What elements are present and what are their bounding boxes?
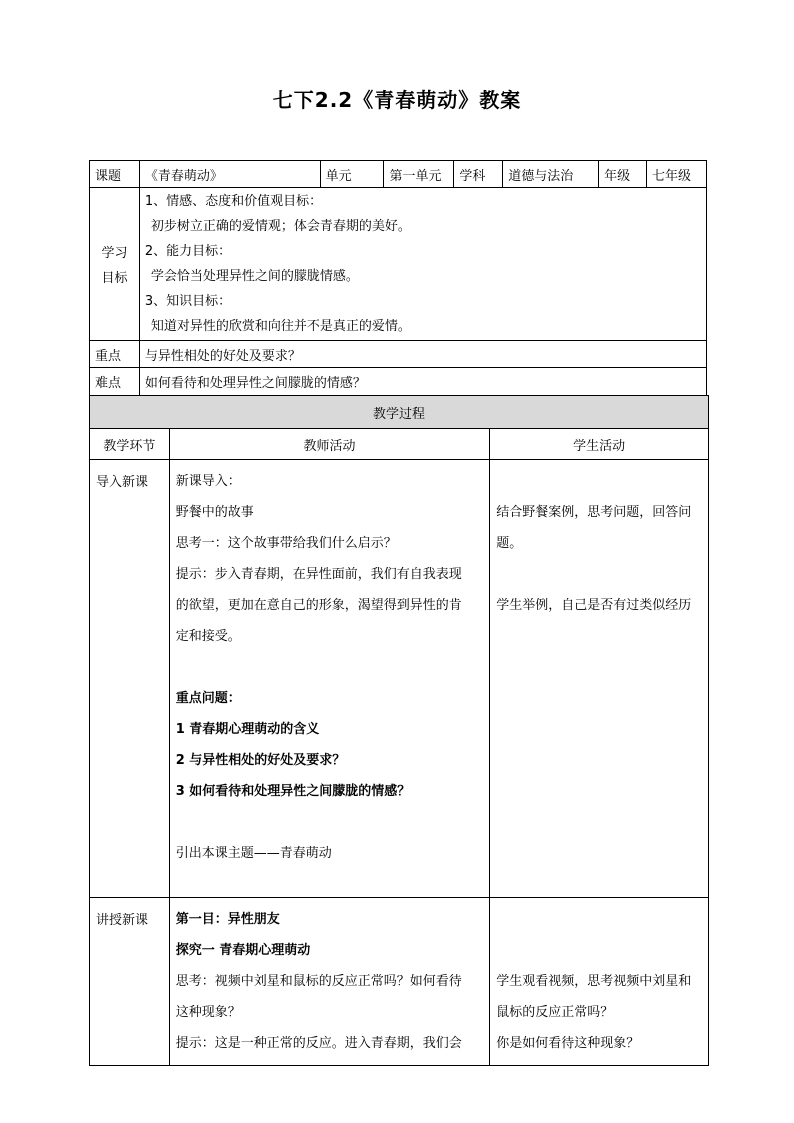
key-point-label: 重点 bbox=[90, 341, 140, 368]
spacer bbox=[496, 466, 702, 497]
grade-label: 年级 bbox=[599, 161, 647, 188]
teacher-activity-cell bbox=[169, 898, 490, 1066]
lesson-info-table bbox=[89, 160, 707, 396]
goals-label-line-1: 学习 bbox=[101, 246, 128, 261]
stage-cell bbox=[90, 460, 170, 898]
topic-value: 《青春萌动》 bbox=[139, 161, 320, 188]
teacher-line: 新课导入： bbox=[175, 474, 241, 489]
teacher-line: 提示：这是一种正常的反应。进入青春期，我们会 bbox=[175, 1036, 462, 1051]
student-line: 鼠标的反应正常吗？ bbox=[496, 1005, 614, 1020]
teaching-process-table bbox=[89, 395, 709, 1066]
key-question: 1 青春期心理萌动的含义 bbox=[175, 722, 320, 737]
spacer bbox=[496, 559, 702, 590]
teacher-line: 引出本课主题——青春萌动 bbox=[175, 846, 332, 861]
teacher-line: 这种现象？ bbox=[175, 1005, 241, 1020]
goal-line: 学会恰当处理异性之间的朦胧情感。 bbox=[150, 269, 359, 284]
subject-value: 道德与法治 bbox=[503, 161, 599, 188]
student-line: 结合野餐案例，思考问题，回答问 bbox=[496, 505, 692, 520]
difficulty-value: 如何看待和处理异性之间朦胧的情感？ bbox=[139, 368, 706, 396]
spacer bbox=[176, 652, 484, 683]
teacher-line: 野餐中的故事 bbox=[175, 505, 254, 520]
inquiry-heading: 探究一 青春期心理萌动 bbox=[175, 943, 311, 958]
stage-name: 讲授新课 bbox=[96, 913, 149, 928]
student-activity-cell bbox=[490, 898, 709, 1066]
student-line: 题。 bbox=[496, 536, 523, 551]
goal-line: 3、知识目标： bbox=[144, 294, 232, 309]
key-questions-heading: 重点问题： bbox=[175, 691, 241, 706]
key-question: 3 如何看待和处理异性之间朦胧的情感？ bbox=[175, 784, 411, 799]
subject-label: 学科 bbox=[454, 161, 503, 188]
spacer bbox=[496, 904, 702, 935]
process-section-title: 教学过程 bbox=[90, 396, 709, 429]
col-header-student: 学生活动 bbox=[490, 429, 709, 460]
grade-value: 七年级 bbox=[647, 161, 707, 188]
teacher-line: 的欲望，更加在意自己的形象，渴望得到异性的肯 bbox=[175, 598, 462, 613]
topic-label: 课题 bbox=[90, 161, 140, 188]
student-line: 你是如何看待这种现象？ bbox=[496, 1036, 640, 1051]
goals-label-line-2: 目标 bbox=[101, 271, 128, 286]
teacher-line: 思考：视频中刘星和鼠标的反应正常吗？如何看待 bbox=[175, 974, 462, 989]
stage-name: 导入新课 bbox=[96, 475, 149, 490]
goal-line: 2、能力目标： bbox=[144, 244, 232, 259]
col-header-stage: 教学环节 bbox=[90, 429, 170, 460]
difficulty-label: 难点 bbox=[90, 368, 140, 396]
section-heading: 第一目：异性朋友 bbox=[175, 912, 280, 927]
document-title: 七下2.2《青春萌动》教案 bbox=[272, 88, 522, 112]
key-point-value: 与异性相处的好处及要求？ bbox=[139, 341, 706, 368]
unit-label: 单元 bbox=[320, 161, 384, 188]
teacher-line: 提示：步入青春期，在异性面前，我们有自我表现 bbox=[175, 567, 462, 582]
stage-cell bbox=[90, 898, 170, 1066]
unit-value: 第一单元 bbox=[384, 161, 454, 188]
goal-line: 初步树立正确的爱情观；体会青春期的美好。 bbox=[150, 219, 411, 234]
teacher-line: 思考一：这个故事带给我们什么启示？ bbox=[175, 536, 397, 551]
student-activity-cell bbox=[490, 460, 709, 898]
goal-line: 知道对异性的欣赏和向往并不是真正的爱情。 bbox=[150, 319, 411, 334]
spacer bbox=[496, 935, 702, 966]
key-question: 2 与异性相处的好处及要求？ bbox=[175, 753, 346, 768]
goals-content bbox=[139, 188, 706, 341]
student-line: 学生举例，自己是否有过类似经历 bbox=[496, 598, 692, 613]
goals-label bbox=[90, 188, 140, 341]
spacer bbox=[176, 807, 484, 838]
student-line: 学生观看视频，思考视频中刘星和 bbox=[496, 974, 692, 989]
col-header-teacher: 教师活动 bbox=[169, 429, 490, 460]
goal-line: 1、情感、态度和价值观目标： bbox=[144, 194, 323, 209]
teacher-line: 定和接受。 bbox=[175, 629, 241, 644]
teacher-activity-cell bbox=[169, 460, 490, 898]
